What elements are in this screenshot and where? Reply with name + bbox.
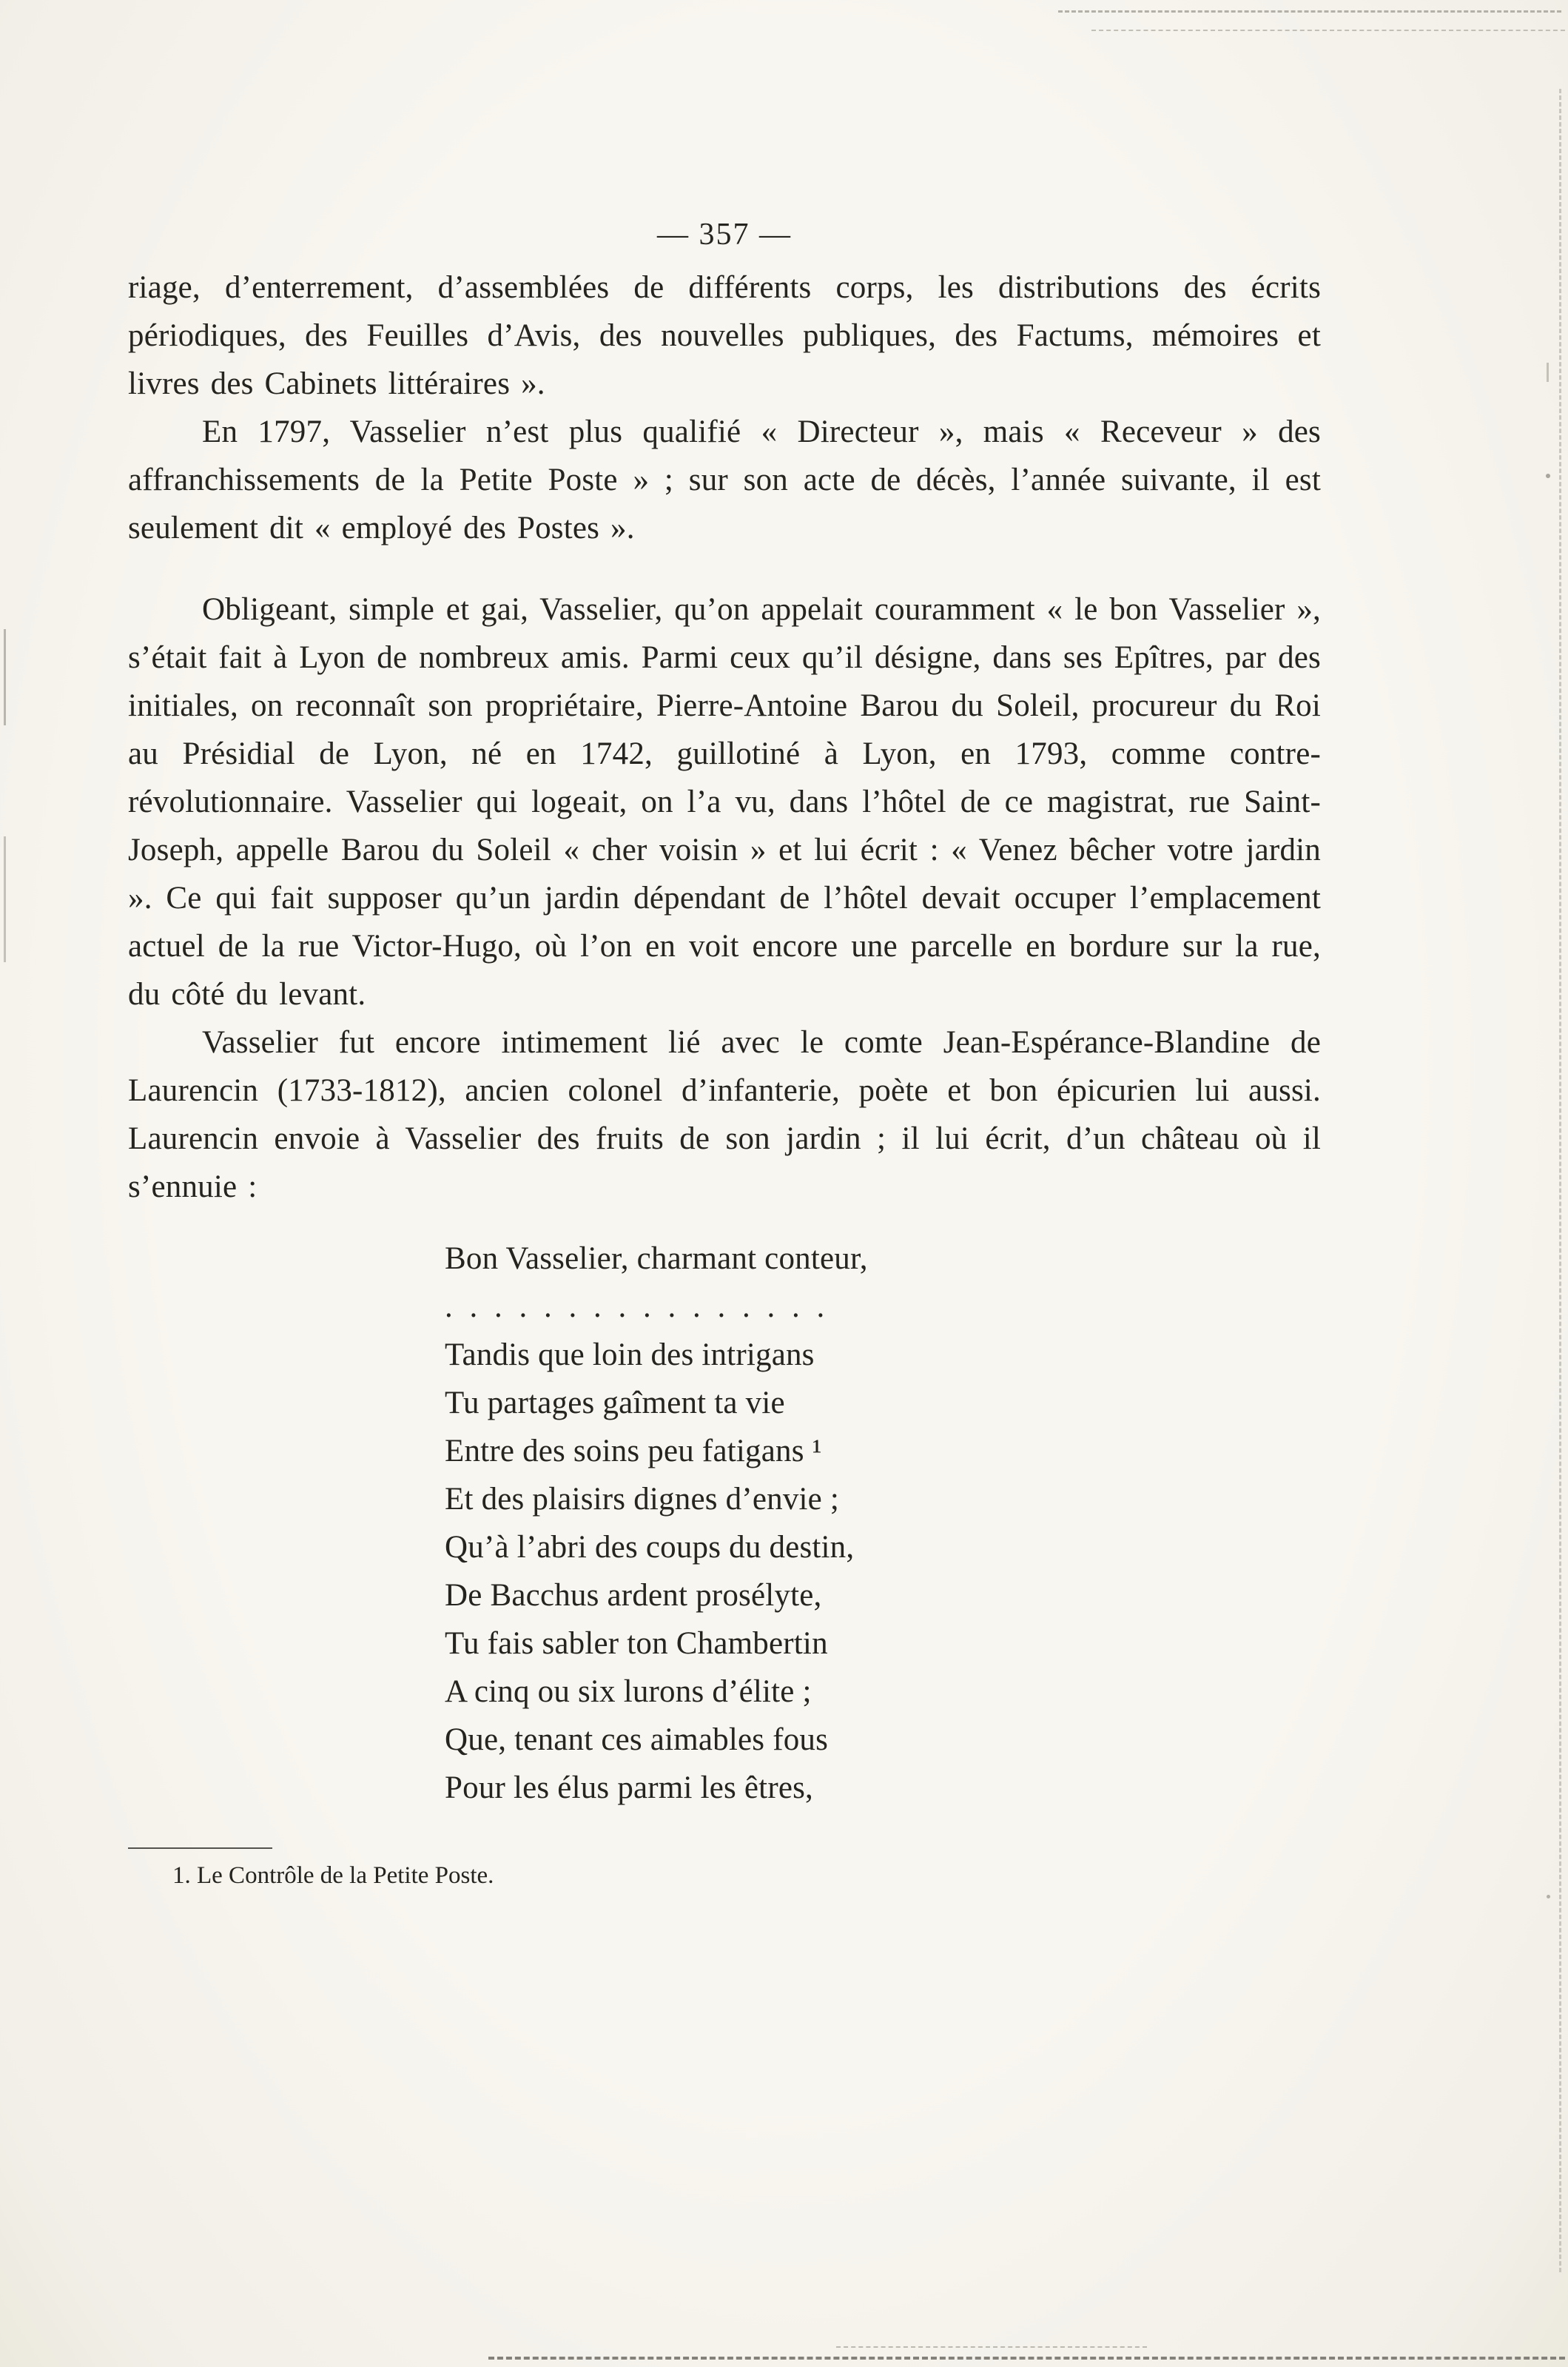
scan-artifact-right-tick — [1547, 363, 1549, 382]
paragraph-2: En 1797, Vasselier n’est plus qualifié « Directeur », mais « Receveur » des affranchissements de la Petite Poste » ; sur son acte de décès, l’année suivante, il est seulement dit « employé des Postes ». — [128, 414, 1321, 545]
scan-artifact-top-dashes-1 — [1058, 10, 1561, 13]
poem-block — [445, 1235, 1321, 1812]
poem-line: Que, tenant ces aimables fous — [445, 1722, 829, 1757]
poem-line: Et des plaisirs dignes d’envie ; — [445, 1482, 840, 1517]
scan-artifact-left-tick-1 — [4, 629, 6, 725]
poem-line: A cinq ou six lurons d’élite ; — [445, 1674, 812, 1709]
page-number: — 357 — — [657, 218, 792, 252]
poem-line: Tu fais sabler ton Chambertin — [445, 1626, 828, 1661]
footnote-text: 1. Le Contrôle de la Petite Poste. — [172, 1862, 494, 1889]
poem-line: Pour les élus parmi les êtres, — [445, 1770, 814, 1805]
poem-ellipsis-line: . . . . . . . . . . . . . . . . — [445, 1289, 830, 1324]
paragraph-3: Obligeant, simple et gai, Vasselier, qu’on appelait couramment « le bon Vasselier », s’était fait à Lyon de nombreux amis. Parmi ceux qu’il désigne, dans ses Epîtres, par des initiales, on reconnaît son propriétaire, Pierre-Antoine Barou du Soleil, procureur du Roi au Présidial de Lyon, né en 1742, guillotiné à Lyon, en 1793, comme contre-révolutionnaire. Vasselier qui logeait, on l’a vu, dans l’hôtel de ce magistrat, rue Saint-Joseph, appelle Barou du Soleil « cher voisin » et lui écrit : « Venez bêcher votre jardin ». Ce qui fait supposer qu’un jardin dépendant de l’hôtel devait occuper l’emplacement actuel de la rue Victor-Hugo, où l’on en voit encore une parcelle en bordure sur la rue, du côté du levant. — [128, 592, 1321, 1012]
scan-artifact-speck-2 — [1547, 1895, 1550, 1898]
poem-line: Bon Vasselier, charmant conteur, — [445, 1241, 868, 1276]
poem-line: Tandis que loin des intrigans — [445, 1337, 815, 1372]
poem-line: Entre des soins peu fatigans ¹ — [445, 1434, 822, 1468]
footnote-separator-rule — [128, 1847, 272, 1849]
poem-line: Qu’à l’abri des coups du destin, — [445, 1530, 855, 1565]
paragraph-4: Vasselier fut encore intimement lié avec le comte Jean-Espérance-Blandine de Laurencin (1733-1812), ancien colonel d’infanterie, poète et bon épicurien lui aussi. Laurencin envoie à Vasselier des fruits de son jardin ; il lui écrit, d’un château où il s’ennuie : — [128, 1025, 1321, 1204]
scan-artifact-left-tick-2 — [4, 836, 6, 962]
poem-line: Tu partages gaîment ta vie — [445, 1386, 785, 1420]
paragraph-continuation: riage, d’enterrement, d’assemblées de différents corps, les distributions des écrits périodiques, des Feuilles d’Avis, des nouvelles publiques, des Factums, mémoires et livres des Cabinets littéraires ». — [128, 270, 1321, 401]
text-block — [128, 211, 1321, 1892]
scan-artifact-bottom-dashes — [488, 2357, 1565, 2360]
scan-artifact-top-dashes-2 — [1091, 30, 1565, 31]
body-text — [128, 263, 1321, 1211]
scan-artifact-right-edge — [1559, 89, 1561, 2272]
footnote-block — [128, 1847, 1321, 1892]
poem-line: De Bacchus ardent prosélyte, — [445, 1578, 822, 1613]
scan-artifact-speck-1 — [1546, 474, 1550, 478]
scan-artifact-bottom-dashes-2 — [836, 2346, 1147, 2348]
